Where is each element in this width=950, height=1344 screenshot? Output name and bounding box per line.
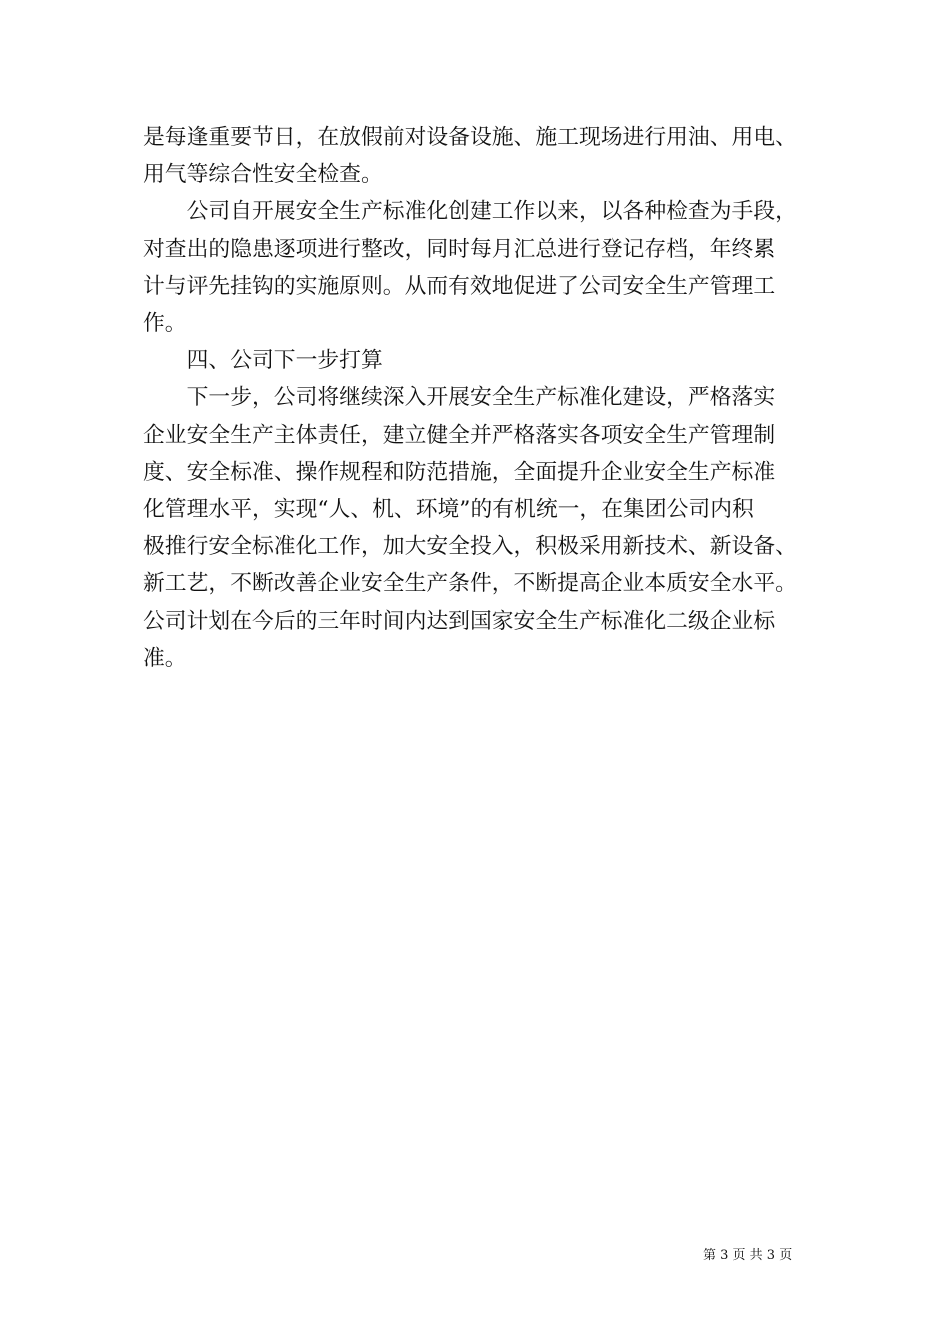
text-line: 度、安全标准、操作规程和防范措施，全面提升企业安全生产标准 — [143, 459, 776, 485]
text-line: 企业安全生产主体责任，建立健全并严格落实各项安全生产管理制 — [143, 422, 776, 448]
text-line: 化管理水平，实现“人、机、环境”的有机统一，在集团公司内积 — [143, 497, 754, 523]
text-line: 准。 — [143, 645, 187, 671]
text-line: 四、公司下一步打算 — [143, 348, 383, 374]
text-line: 计与评先挂钩的实施原则。从而有效地促进了公司安全生产管理工 — [143, 273, 776, 299]
document-body — [143, 119, 813, 677]
text-line: 公司计划在今后的三年时间内达到国家安全生产标准化二级企业标 — [143, 608, 776, 634]
text-line: 对查出的隐患逐项进行整改，同时每月汇总进行登记存档，年终累 — [143, 236, 776, 262]
text-line: 用气等综合性安全检查。 — [143, 162, 383, 188]
text-line: 下一步，公司将继续深入开展安全生产标准化建设，严格落实 — [143, 385, 776, 411]
text-line: 公司自开展安全生产标准化创建工作以来，以各种检查为手段， — [143, 199, 797, 225]
section-heading-next-steps — [143, 342, 813, 379]
text-line: 新工艺，不断改善企业安全生产条件，不断提高企业本质安全水平。 — [143, 571, 797, 597]
paragraph-safety-inspection — [143, 119, 813, 193]
text-line: 极推行安全标准化工作，加大安全投入，积极采用新技术、新设备、 — [143, 534, 797, 560]
text-line: 作。 — [143, 311, 187, 337]
page-number-footer: 第 3 页 共 3 页 — [703, 1248, 793, 1263]
paragraph-next-steps-plan — [143, 379, 813, 677]
text-line: 是每逢重要节日，在放假前对设备设施、施工现场进行用油、用电、 — [143, 125, 797, 150]
paragraph-standardization-work — [143, 193, 813, 342]
